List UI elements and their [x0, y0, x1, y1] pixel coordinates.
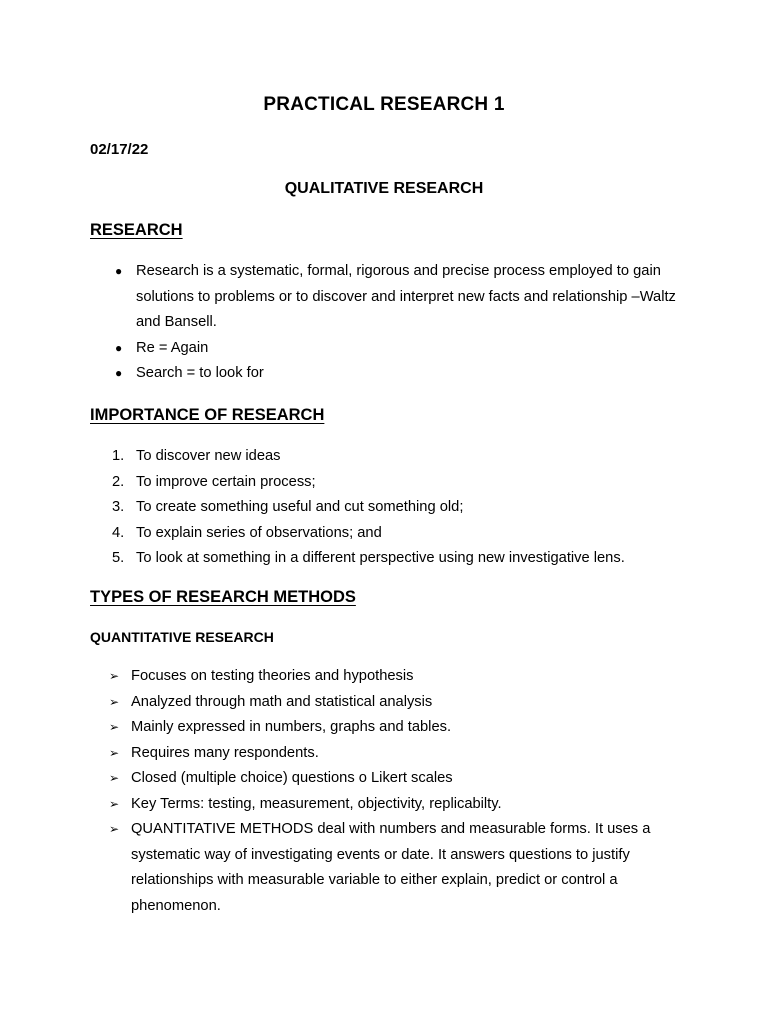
arrow-bullet-icon: ➢ [109, 796, 120, 811]
quantitative-heading: QUANTITATIVE RESEARCH [90, 629, 274, 645]
arrow-bullet-icon: ➢ [109, 771, 120, 785]
bullet-icon: ● [115, 264, 123, 278]
research-heading: RESEARCH [90, 221, 183, 239]
list-item-text: Requires many respondents. [131, 744, 319, 761]
list-item-text: Focuses on testing theories and hypothesis [131, 668, 414, 684]
list-item [0, 546, 736, 572]
arrow-bullet-icon: ➢ [109, 745, 120, 760]
list-item-text: Search = to look for [136, 365, 264, 381]
list-item [0, 766, 651, 792]
importance-list [0, 444, 736, 572]
list-item-text: Key Terms: testing, measurement, objectivity, replicabilty. [131, 795, 502, 812]
list-item [0, 361, 696, 387]
list-item-text: Closed (multiple choice) questions o Likert scales [131, 770, 453, 786]
list-item-text: Mainly expressed in numbers, graphs and tables. [131, 719, 452, 735]
research-list [0, 259, 696, 387]
list-number: 1. [112, 448, 125, 464]
list-item-text: To improve certain process; [136, 473, 316, 490]
list-item [0, 336, 696, 362]
arrow-bullet-icon: ➢ [109, 694, 120, 709]
types-heading: TYPES OF RESEARCH METHODS [90, 588, 356, 606]
arrow-bullet-icon: ➢ [109, 822, 120, 836]
list-item-text: QUANTITATIVE METHODS deal with numbers and measurable forms. It uses a systematic way of investigating events or date. It answers questions to justify relationships with measurable variable to either explain, predict or control a phenomenon. [131, 821, 651, 914]
list-item-text: To discover new ideas [136, 448, 281, 464]
list-number: 5. [112, 550, 125, 566]
list-item [0, 741, 651, 767]
list-item [0, 792, 651, 818]
bullet-icon: ● [115, 366, 123, 380]
list-item [0, 715, 651, 741]
list-number: 2. [112, 473, 125, 490]
list-item-text: To explain series of observations; and [136, 524, 382, 541]
list-item-text: To create something useful and cut something old; [136, 499, 464, 515]
list-item-text: To look at something in a different perspective using new investigative lens. [136, 550, 625, 566]
list-item [0, 817, 651, 919]
document-date: 02/17/22 [90, 141, 149, 158]
list-item-text: Re = Again [136, 339, 209, 356]
quantitative-list [0, 664, 651, 919]
list-item [0, 444, 736, 470]
list-number: 4. [112, 524, 125, 541]
document-title: PRACTICAL RESEARCH 1 [263, 94, 505, 115]
list-item [0, 521, 736, 547]
list-number: 3. [112, 499, 125, 515]
list-item [0, 664, 651, 690]
importance-heading: IMPORTANCE OF RESEARCH [90, 406, 325, 424]
arrow-bullet-icon: ➢ [109, 669, 120, 683]
list-item [0, 495, 736, 521]
list-item [0, 259, 696, 336]
list-item [0, 470, 736, 496]
bullet-icon: ● [115, 340, 123, 355]
list-item-text: Analyzed through math and statistical analysis [131, 693, 433, 710]
list-item [0, 690, 651, 716]
document-subtitle: QUALITATIVE RESEARCH [284, 180, 484, 197]
list-item-text: Research is a systematic, formal, rigorous and precise process employed to gain solutions to problems or to discover and interpret new facts and relationship –Waltz and Bansell. [136, 263, 676, 330]
arrow-bullet-icon: ➢ [109, 720, 120, 734]
